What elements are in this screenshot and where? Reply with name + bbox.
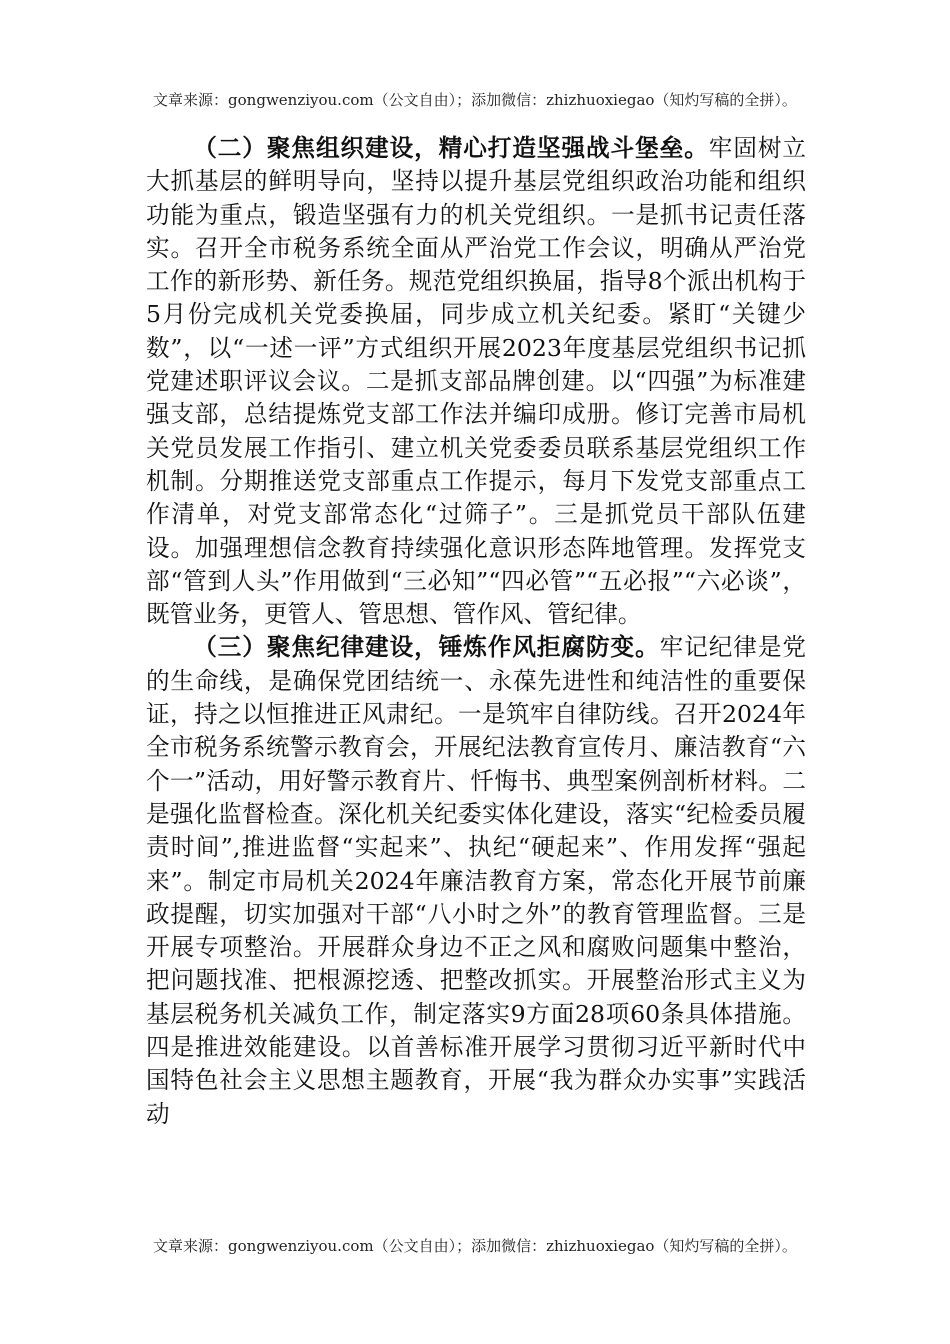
document-body (146, 132, 806, 1131)
section-paragraph-discipline (146, 631, 806, 1130)
section-paragraph-organization (146, 132, 806, 631)
page-header-source-note: 文章来源：gongwenziyou.com（公文自由）；添加微信：zhizhuoxiegao（知灼写稿的全拼）。 (153, 91, 797, 109)
section-heading-organization: （二）聚焦组织建设，精心打造坚强战斗堡垒。 (193, 134, 709, 162)
section-heading-discipline: （三）聚焦纪律建设，锤炼作风拒腐防变。 (193, 633, 660, 662)
section-body-organization: 牢固树立大抓基层的鲜明导向，坚持以提升基层党组织政治功能和组织功能为重点，锻造坚强有力的机关党组织。一是抓书记责任落实。召开全市税务系统全面从严治党工作会议，明确从严治党工作的新形势、新任务。规范党组织换届，指导8个派出机构于5月份完成机关党委换届，同步成立机关纪委。紧盯“关键少数”，以“一述一评”方式组织开展2023年度基层党组织书记抓党建述职评议会议。二是抓支部品牌创建。以“四强”为标准建强支部，总结提炼党支部工作法并编印成册。修订完善市局机关党员发展工作指引、建立机关党委委员联系基层党组织工作机制。分期推送党支部重点工作提示，每月下发党支部重点工作清单，对党支部常态化“过筛子”。三是抓党员干部队伍建设。加强理想信念教育持续强化意识形态阵地管理。发挥党支部“管到人头”作用做到“三必知”“四必管”“五必报”“六必谈”，既管业务，更管人、管思想、管作风、管纪律。 (146, 134, 807, 629)
section-body-discipline: 牢记纪律是党的生命线，是确保党团结统一、永葆先进性和纯洁性的重要保证，持之以恒推进正风肃纪。一是筑牢自律防线。召开2024年全市税务系统警示教育会，开展纪法教育宣传月、廉洁教育“六个一”活动，用好警示教育片、忏悔书、典型案例剖析材料。二是强化监督检查。深化机关纪委实体化建设，落实“纪检委员履责时间”,推进监督“实起来”、执纪“硬起来”、作用发挥“强起来”。制定市局机关2024年廉洁教育方案，常态化开展节前廉政提醒，切实加强对干部“八小时之外”的教育管理监督。三是开展专项整治。开展群众身边不正之风和腐败问题集中整治，把问题找准、把根源挖透、把整改抓实。开展整治形式主义为基层税务机关减负工作，制定落实9方面28项60条具体措施。四是推进效能建设。以首善标准开展学习贯彻习近平新时代中国特色社会主义思想主题教育，开展“我为群众办实事”实践活动 (146, 633, 807, 1128)
page-footer-source-note: 文章来源：gongwenziyou.com（公文自由）；添加微信：zhizhuoxiegao（知灼写稿的全拼）。 (153, 1237, 797, 1255)
